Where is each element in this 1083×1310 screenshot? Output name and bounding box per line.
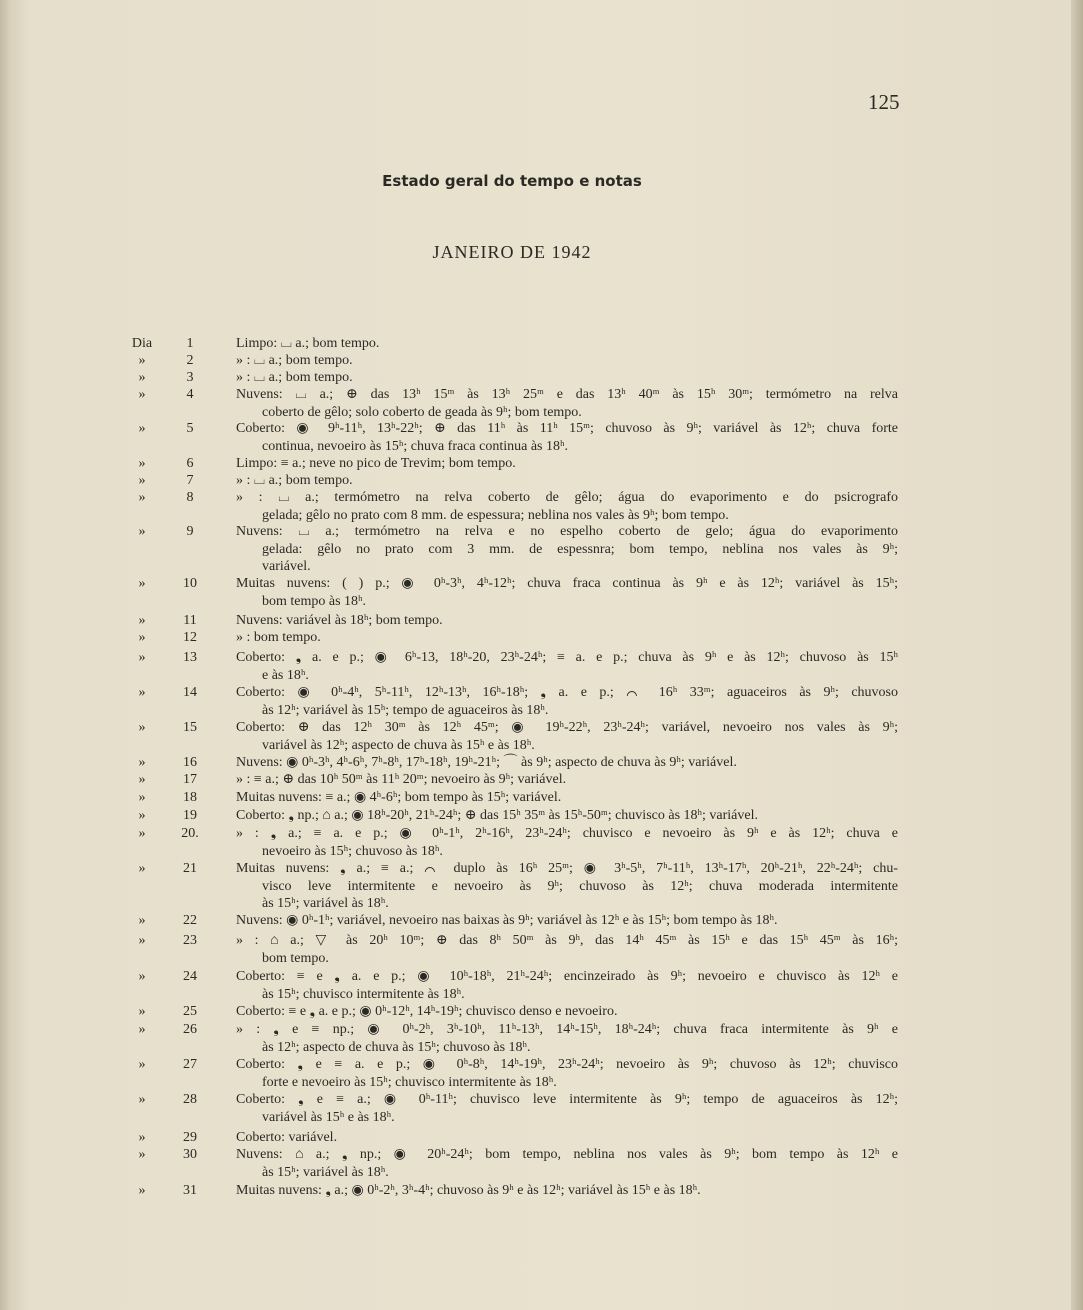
day-number: 27: [183, 1057, 197, 1072]
entry-text: [236, 860, 898, 913]
entry-label: »: [138, 790, 146, 805]
entry-line-first: Coberto: ◉ 0ʰ-4ʰ, 5ʰ-11ʰ, 12ʰ-13ʰ, 16ʰ-18ʰ; ❟ a. e p.; ⌒ 16ʰ 33ᵐ; aguaceiros às 9ʰ; chuvoso: [236, 685, 898, 700]
entry-text: [236, 1091, 898, 1126]
entry-line-first: Coberto: ≡ e ❟ a. e p.; ◉ 10ʰ-18ʰ, 21ʰ-24ʰ; encinzeirado às 9ʰ; nevoeiro e chuvisco às 12ʰ e: [236, 969, 898, 984]
entry-line-continuation: gelada; gêlo no prato com 8 mm. de espessura; neblina nos vales às 9ʰ; bom tempo.: [262, 507, 729, 523]
entry-text: [236, 386, 898, 421]
entry-label: »: [138, 1057, 146, 1072]
entry-text: [236, 719, 898, 754]
entry-line-continuation: variável.: [262, 559, 311, 574]
entry-line-first: » : ⌴ a.; bom tempo.: [236, 353, 353, 368]
month-title: JANEIRO DE 1942: [432, 242, 592, 262]
day-number: 5: [186, 421, 194, 436]
entry-text: [236, 575, 898, 610]
entry-text: [236, 807, 898, 825]
entry-label: »: [138, 576, 146, 591]
page-number: 125: [868, 90, 900, 114]
day-number: 2: [186, 353, 194, 368]
entry-text: [236, 523, 898, 576]
entry-text: [236, 1182, 898, 1200]
entry-text: [236, 754, 898, 772]
entry-text: [236, 612, 898, 630]
entry-label: »: [138, 650, 146, 665]
entry-label: »: [138, 969, 146, 984]
day-number: 31: [183, 1183, 197, 1198]
day-number: 14: [183, 685, 197, 700]
entry-label: »: [138, 755, 146, 770]
entry-label: »: [138, 370, 146, 385]
day-number: 1: [186, 336, 194, 351]
entry-text: [236, 1146, 898, 1181]
day-number: 9: [186, 524, 194, 539]
entry-label: »: [138, 490, 146, 505]
day-number: 29: [183, 1130, 197, 1145]
entry-line-continuation: variável às 12ʰ; aspecto de chuva às 15ʰ e às 18ʰ.: [262, 737, 535, 753]
day-number: 8: [186, 490, 194, 505]
day-number: 4: [186, 387, 194, 402]
entry-line-continuation: coberto de gêlo; solo coberto de geada às 9ʰ; bom tempo.: [262, 404, 582, 420]
entry-label: »: [138, 913, 146, 928]
day-number: 30: [183, 1147, 197, 1162]
entry-label: »: [138, 1130, 146, 1145]
entry-line-first: » : ❟ e ≡ np.; ◉ 0ʰ-2ʰ, 3ʰ-10ʰ, 11ʰ-13ʰ, 14ʰ-15ʰ, 18ʰ-24ʰ; chuva fraca intermitente às 9ʰ e: [236, 1022, 898, 1037]
day-number: 25: [183, 1004, 197, 1019]
entry-line-continuation: gelada: gêlo no prato com 3 mm. de espessnra; bom tempo, neblina nos vales às 9ʰ;: [262, 541, 898, 557]
entry-label: »: [138, 1022, 146, 1037]
day-number: 22: [183, 913, 197, 928]
entry-line-first: Coberto: ❟ a. e p.; ◉ 6ʰ-13, 18ʰ-20, 23ʰ-24ʰ; ≡ a. e p.; chuva às 9ʰ e às 12ʰ; chuvoso às 15ʰ: [236, 650, 898, 665]
entry-line-first: Muitas nuvens: ❟ a.; ≡ a.; ⌒ duplo às 16ʰ 25ᵐ; ◉ 3ʰ-5ʰ, 7ʰ-11ʰ, 13ʰ-17ʰ, 20ʰ-21ʰ, 22ʰ-24ʰ; chu-: [236, 861, 898, 876]
day-number: 12: [183, 630, 197, 645]
entry-text: [236, 649, 898, 684]
entry-line-first: Limpo: ⌴ a.; bom tempo.: [236, 336, 380, 351]
entry-line-continuation: às 15ʰ; variável às 18ʰ.: [262, 1164, 389, 1180]
entry-text: [236, 455, 898, 473]
entry-label: »: [138, 456, 146, 471]
entry-line-first: » : ❟ a.; ≡ a. e p.; ◉ 0ʰ-1ʰ, 2ʰ-16ʰ, 23ʰ-24ʰ; chuvisco e nevoeiro às 9ʰ e às 12ʰ; chuva e: [236, 826, 898, 841]
entry-line-first: Limpo: ≡ a.; neve no pico de Trevim; bom tempo.: [236, 456, 516, 471]
entry-label: »: [138, 421, 146, 436]
entry-label: »: [138, 1092, 146, 1107]
entry-text: [236, 352, 898, 370]
entry-label: »: [138, 630, 146, 645]
entry-line-first: Nuvens: ◉ 0ʰ-3ʰ, 4ʰ-6ʰ, 7ʰ-8ʰ, 17ʰ-18ʰ, 19ʰ-21ʰ; ⌒ às 9ʰ; aspecto de chuva às 9ʰ; variável.: [236, 755, 737, 770]
entry-label: »: [138, 353, 146, 368]
entry-line-first: Muitas nuvens: ≡ a.; ◉ 4ʰ-6ʰ; bom tempo às 15ʰ; variável.: [236, 790, 562, 805]
entry-line-first: Coberto: ❟ e ≡ a.; ◉ 0ʰ-11ʰ; chuvisco leve intermitente às 9ʰ; tempo de aguaceiros às 12ʰ;: [236, 1092, 898, 1107]
entry-line-first: » : ⌴ a.; bom tempo.: [236, 473, 353, 488]
entry-text: [236, 420, 898, 455]
day-number: 17: [183, 772, 197, 787]
day-number: 6: [186, 456, 194, 471]
entry-line-continuation: variável às 15ʰ e às 18ʰ.: [262, 1109, 395, 1125]
entry-label: Dia: [131, 336, 153, 351]
day-number: 10: [183, 576, 197, 591]
entry-text: [236, 1003, 898, 1021]
section-title: Estado geral do tempo e notas: [382, 172, 642, 190]
entry-line-first: » : ⌴ a.; bom tempo.: [236, 370, 353, 385]
entry-line-continuation: às 12ʰ; aspecto de chuva às 15ʰ; chuvoso às 18ʰ.: [262, 1039, 531, 1055]
entry-line-continuation: forte e nevoeiro às 15ʰ; chuvisco intermitente às 18ʰ.: [262, 1074, 557, 1090]
entry-label: »: [138, 387, 146, 402]
page-edge: [1071, 0, 1083, 1310]
entry-line-first: » : bom tempo.: [236, 630, 321, 645]
entry-line-continuation: às 15ʰ; chuvisco intermitente às 18ʰ.: [262, 986, 465, 1002]
day-number: 3: [186, 370, 194, 385]
day-number: 13: [183, 650, 197, 665]
entry-label: »: [138, 613, 146, 628]
entry-text: [236, 335, 898, 353]
entry-line-continuation: nevoeiro às 15ʰ; chuvoso às 18ʰ.: [262, 843, 443, 859]
entry-line-first: Coberto: ◉ 9ʰ-11ʰ, 13ʰ-22ʰ; ⊕ das 11ʰ às 11ʰ 15ᵐ; chuvoso às 9ʰ; variável às 12ʰ; chuva forte: [236, 421, 898, 436]
entry-label: »: [138, 1147, 146, 1162]
entry-label: »: [138, 772, 146, 787]
day-number: 23: [183, 933, 197, 948]
entry-label: »: [138, 524, 146, 539]
day-number: 7: [186, 473, 194, 488]
entry-label: »: [138, 861, 146, 876]
entry-label: »: [138, 826, 146, 841]
entry-label: »: [138, 1183, 146, 1198]
entry-line-first: Coberto: ⊕ das 12ʰ 30ᵐ às 12ʰ 45ᵐ; ◉ 19ʰ-22ʰ, 23ʰ-24ʰ; variável, nevoeiro nos vales às 9ʰ;: [236, 720, 898, 735]
day-number: 26: [183, 1022, 197, 1037]
entry-text: [236, 912, 898, 930]
entry-text: [236, 684, 898, 719]
entry-line-first: Muitas nuvens: ( ) p.; ◉ 0ʰ-3ʰ, 4ʰ-12ʰ; chuva fraca continua às 9ʰ e às 12ʰ; variável às 15ʰ;: [236, 576, 898, 591]
entry-line-continuation: e às 18ʰ.: [262, 667, 309, 683]
entry-label: »: [138, 685, 146, 700]
entry-text: [236, 472, 898, 490]
entry-line-first: Nuvens: ◉ 0ʰ-1ʰ; variável, nevoeiro nas baixas às 9ʰ; variável às 12ʰ e às 15ʰ; bom tempo às 18ʰ.: [236, 913, 778, 928]
day-number: 24: [183, 969, 197, 984]
day-number: 28: [183, 1092, 197, 1107]
entry-text: [236, 968, 898, 1003]
day-number: 21: [183, 861, 197, 876]
entry-text: [236, 369, 898, 387]
day-number: 15: [183, 720, 197, 735]
entry-text: [236, 489, 898, 524]
entry-line-first: » : ⌂ a.; ▽ às 20ʰ 10ᵐ; ⊕ das 8ʰ 50ᵐ às 9ʰ, das 14ʰ 45ᵐ às 15ʰ e das 15ʰ 45ᵐ às 16ʰ;: [236, 933, 898, 948]
entry-line-first: Coberto: ≡ e ❟ a. e p.; ◉ 0ʰ-12ʰ, 14ʰ-19ʰ; chuvisco denso e nevoeiro.: [236, 1004, 618, 1019]
entry-line-continuation: às 12ʰ; variável às 15ʰ; tempo de aguaceiros às 18ʰ.: [262, 702, 549, 718]
entry-line-continuation: às 15ʰ; variável às 18ʰ.: [262, 896, 389, 911]
entry-label: »: [138, 808, 146, 823]
entry-label: »: [138, 1004, 146, 1019]
entry-line-first: » : ⌴ a.; termómetro na relva coberto de gêlo; água do evaporimento e do psicrografo: [236, 490, 898, 505]
entry-label: »: [138, 933, 146, 948]
day-number: 16: [183, 755, 197, 770]
entry-line-first: Muitas nuvens: ❟ a.; ◉ 0ʰ-2ʰ, 3ʰ-4ʰ; chuvoso às 9ʰ e às 12ʰ; variável às 15ʰ e às 18ʰ.: [236, 1183, 701, 1198]
entry-text: [236, 1129, 898, 1147]
entry-line-first: Nuvens: ⌴ a.; ⊕ das 13ʰ 15ᵐ às 13ʰ 25ᵐ e das 13ʰ 40ᵐ às 15ʰ 30ᵐ; termómetro na relva: [236, 387, 898, 402]
entry-text: [236, 789, 898, 807]
entry-text: [236, 825, 898, 860]
day-number: 19: [183, 808, 197, 823]
day-number: 11: [183, 613, 197, 628]
day-number: 20.: [181, 826, 199, 841]
day-number: 18: [183, 790, 197, 805]
entry-text: [236, 932, 898, 967]
entry-line-continuation: visco leve intermitente e nevoeiro às 9ʰ; chuvoso às 12ʰ; chuva moderada intermitente: [262, 878, 898, 894]
entry-text: [236, 1056, 898, 1091]
entry-line-first: Nuvens: variável às 18ʰ; bom tempo.: [236, 613, 443, 628]
entry-line-first: Nuvens: ⌂ a.; ❟ np.; ◉ 20ʰ-24ʰ; bom tempo, neblina nos vales às 9ʰ; bom tempo às 12ʰ e: [236, 1147, 898, 1162]
entry-line-first: Coberto: ❟ np.; ⌂ a.; ◉ 18ʰ-20ʰ, 21ʰ-24ʰ; ⊕ das 15ʰ 35ᵐ às 15ʰ-50ᵐ; chuvisco às 18ʰ; variável.: [236, 808, 758, 823]
entry-line-first: Coberto: ❟ e ≡ a. e p.; ◉ 0ʰ-8ʰ, 14ʰ-19ʰ, 23ʰ-24ʰ; nevoeiro às 9ʰ; chuvoso às 12ʰ; chuvisco: [236, 1057, 898, 1072]
entry-line-first: Nuvens: ⌴ a.; termómetro na relva e no espelho coberto de gelo; água do evaporimento: [236, 524, 898, 539]
entry-line-first: » : ≡ a.; ⊕ das 10ʰ 50ᵐ às 11ʰ 20ᵐ; nevoeiro às 9ʰ; variável.: [236, 772, 567, 787]
entry-line-first: Coberto: variável.: [236, 1130, 338, 1145]
entry-text: [236, 1021, 898, 1056]
entry-label: »: [138, 473, 146, 488]
entry-line-continuation: bom tempo.: [262, 950, 329, 966]
entry-label: »: [138, 720, 146, 735]
entry-text: [236, 771, 898, 789]
entry-line-continuation: bom tempo às 18ʰ.: [262, 593, 367, 609]
entry-text: [236, 629, 898, 647]
entry-line-continuation: continua, nevoeiro às 15ʰ; chuva fraca continua às 18ʰ.: [262, 438, 568, 454]
